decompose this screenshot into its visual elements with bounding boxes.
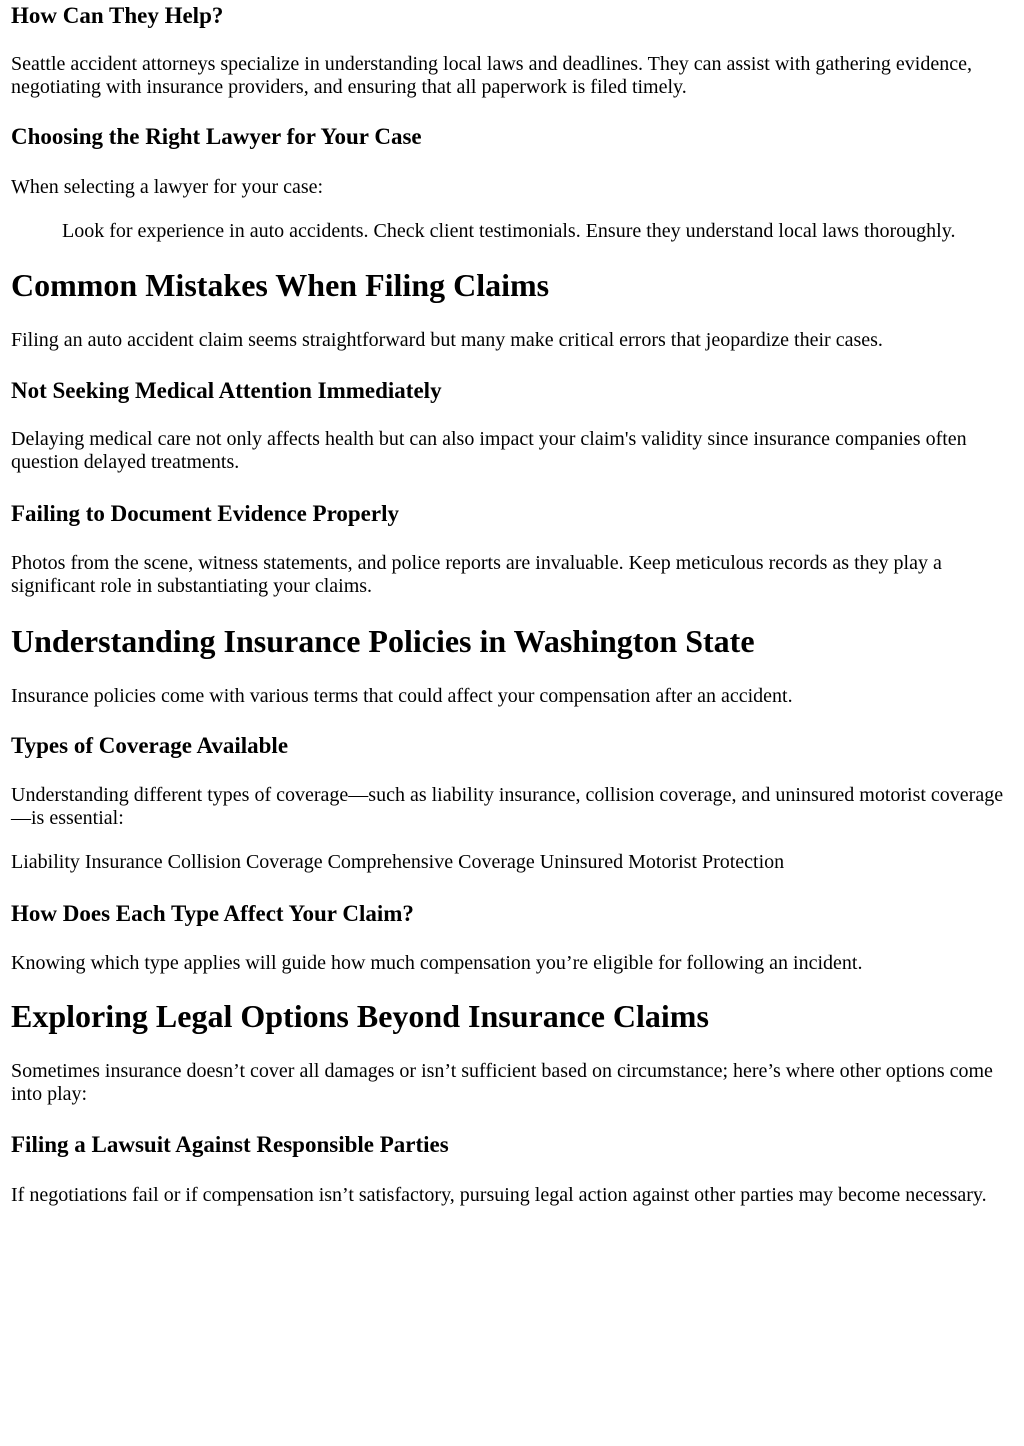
- paragraph-coverage-list: Liability Insurance Collision Coverage Comprehensive Coverage Uninsured Motorist Protection: [11, 851, 785, 873]
- heading-types-of-coverage: Types of Coverage Available: [11, 733, 289, 758]
- heading-common-mistakes: Common Mistakes When Filing Claims: [11, 267, 550, 303]
- heading-how-can-they-help: How Can They Help?: [11, 3, 224, 28]
- heading-choosing-right-lawyer: Choosing the Right Lawyer for Your Case: [11, 124, 422, 149]
- heading-not-seeking-medical: Not Seeking Medical Attention Immediately: [11, 378, 442, 403]
- paragraph-insurance-terms: Insurance policies come with various terms that could affect your compensation after an accident.: [11, 685, 793, 707]
- heading-exploring-legal-options: Exploring Legal Options Beyond Insurance Claims: [11, 998, 709, 1034]
- paragraph-delaying-medical: Delaying medical care not only affects health but can also impact your claim's validity since insurance companies often question delayed treatments.: [11, 428, 967, 473]
- paragraph-filing-claim: Filing an auto accident claim seems straightforward but many make critical errors that jeopardize their cases.: [11, 329, 883, 351]
- paragraph-lawyer-tips: Look for experience in auto accidents. Check client testimonials. Ensure they understand local laws thoroughly.: [62, 220, 956, 242]
- paragraph-photos-evidence: Photos from the scene, witness statements, and police reports are invaluable. Keep meticulous records as they play a significant role in substantiating your claims.: [11, 552, 942, 597]
- paragraph-knowing-type: Knowing which type applies will guide how much compensation you’re eligible for following an incident.: [11, 952, 863, 974]
- paragraph-negotiations-fail: If negotiations fail or if compensation isn’t satisfactory, pursuing legal action against other parties may become necessary.: [11, 1184, 987, 1206]
- paragraph-coverage-types: Understanding different types of coverage—such as liability insurance, collision coverage, and uninsured motorist coverage—is essential:: [11, 784, 1004, 829]
- paragraph-attorneys-specialize: Seattle accident attorneys specialize in understanding local laws and deadlines. They can assist with gathering evidence, negotiating with insurance providers, and ensuring that all paperwork is filed timely.: [11, 53, 972, 98]
- heading-understanding-insurance: Understanding Insurance Policies in Washington State: [11, 623, 755, 659]
- heading-each-type-affect: How Does Each Type Affect Your Claim?: [11, 901, 414, 926]
- paragraph-insurance-not-cover: Sometimes insurance doesn’t cover all damages or isn’t sufficient based on circumstance; here’s where other options come into play:: [11, 1060, 993, 1105]
- paragraph-selecting-lawyer: When selecting a lawyer for your case:: [11, 176, 324, 198]
- heading-filing-lawsuit: Filing a Lawsuit Against Responsible Parties: [11, 1132, 449, 1157]
- heading-failing-document: Failing to Document Evidence Properly: [11, 501, 399, 526]
